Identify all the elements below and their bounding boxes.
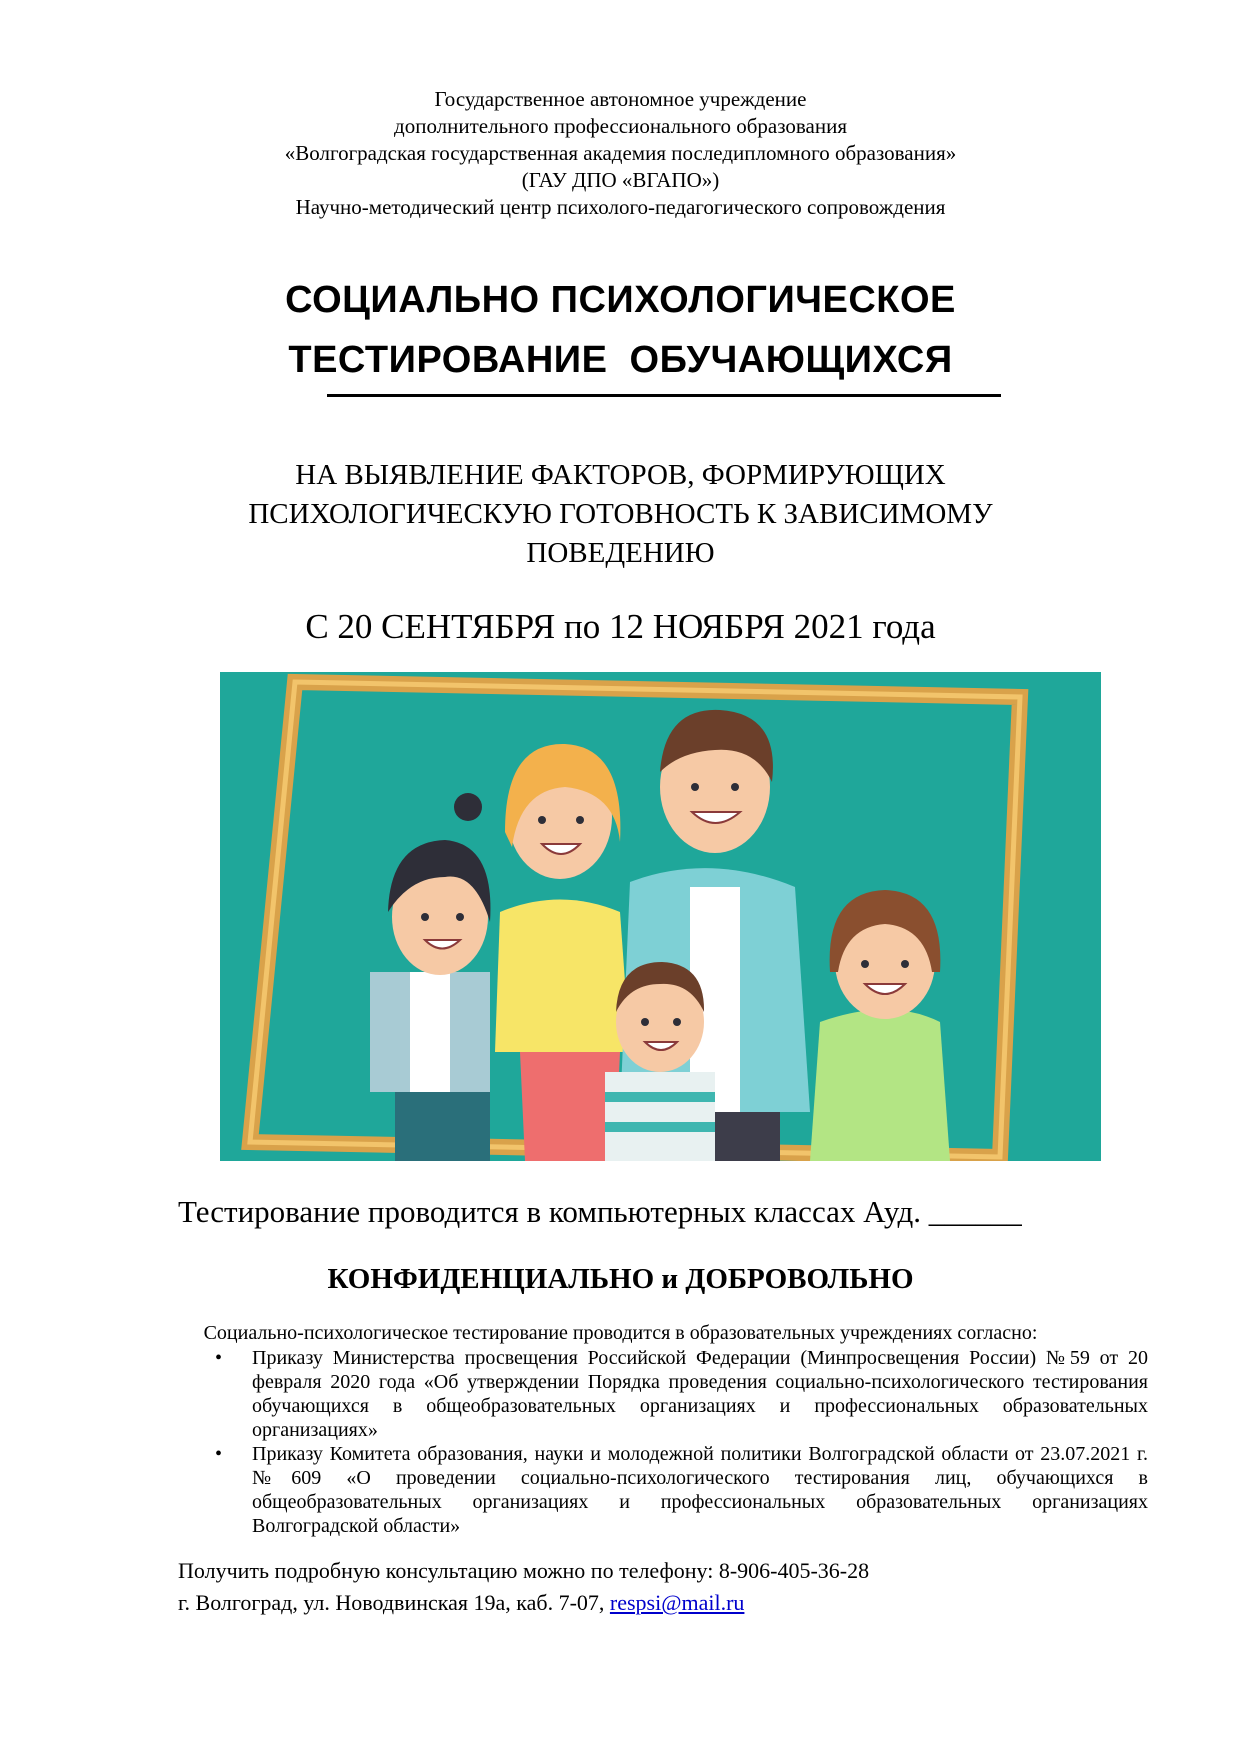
title-line-2: ТЕСТИРОВАНИЕ ОБУЧАЮЩИХСЯ [288, 339, 953, 381]
address-text: г. Волгоград, ул. Новодвинская 19а, каб. 7-07, [178, 1590, 610, 1615]
orders-list [210, 1346, 1148, 1538]
email-link[interactable]: respsi@mail.ru [609, 1590, 745, 1615]
subtitle-line-2: ПСИХОЛОГИЧЕСКУЮ ГОТОВНОСТЬ К ЗАВИСИМОМУ [248, 498, 993, 530]
subtitle-line-3: ПОВЕДЕНИЮ [526, 537, 715, 569]
order-text: Приказу Министерства просвещения Российской Федерации (Минпросвещения России) №59 от 20 февраля 2020 года «Об утверждении Порядка проведения социально-психологического тестирования обучающихся в общеобразовательных организациях и профессиональных образовательных организациях» [252, 1347, 1148, 1441]
subtitle [0, 456, 1241, 573]
legal-basis-intro: Социально-психологическое тестирование проводится в образовательных учреждениях согласно: [203, 1322, 1038, 1344]
org-line-1: Государственное автономное учреждение [434, 87, 807, 111]
title-line-1: СОЦИАЛЬНО ПСИХОЛОГИЧЕСКОЕ [285, 279, 956, 321]
confidential-notice: КОНФИДЕНЦИАЛЬНО и ДОБРОВОЛЬНО [327, 1263, 914, 1295]
address-line [178, 1588, 1178, 1618]
bullet-icon: • [215, 1347, 223, 1369]
bullet-icon: • [215, 1443, 223, 1465]
org-line-2: дополнительного профессионального образования [394, 114, 847, 138]
location-line: Тестирование проводится в компьютерных классах Ауд. ______ [178, 1194, 1022, 1229]
list-item [210, 1442, 1148, 1538]
phone-line: Получить подробную консультацию можно по телефону: 8-906-405-36-28 [178, 1558, 870, 1583]
family-in-frame-illustration [220, 672, 1101, 1161]
order-text: Приказу Комитета образования, науки и молодежной политики Волгоградской области от 23.07.2021 г. №609 «О проведении социально-психологического тестирования лиц, обучающихся в общеобразовательных организациях и профессиональных образовательных организациях Волгоградской области» [252, 1443, 1148, 1537]
testing-dates: С 20 СЕНТЯБРЯ по 12 НОЯБРЯ 2021 года [305, 607, 936, 646]
title-divider [327, 394, 1001, 397]
subtitle-line-1: НА ВЫЯВЛЕНИЕ ФАКТОРОВ, ФОРМИРУЮЩИХ [295, 459, 946, 491]
list-item [210, 1346, 1148, 1442]
org-line-3: «Волгоградская государственная академия последипломного образования» [284, 141, 957, 165]
org-line-4: (ГАУ ДПО «ВГАПО») [521, 168, 720, 192]
org-line-5: Научно-методический центр психолого-педагогического сопровождения [295, 195, 946, 219]
page-title [0, 270, 1241, 390]
organization-header [0, 86, 1241, 221]
